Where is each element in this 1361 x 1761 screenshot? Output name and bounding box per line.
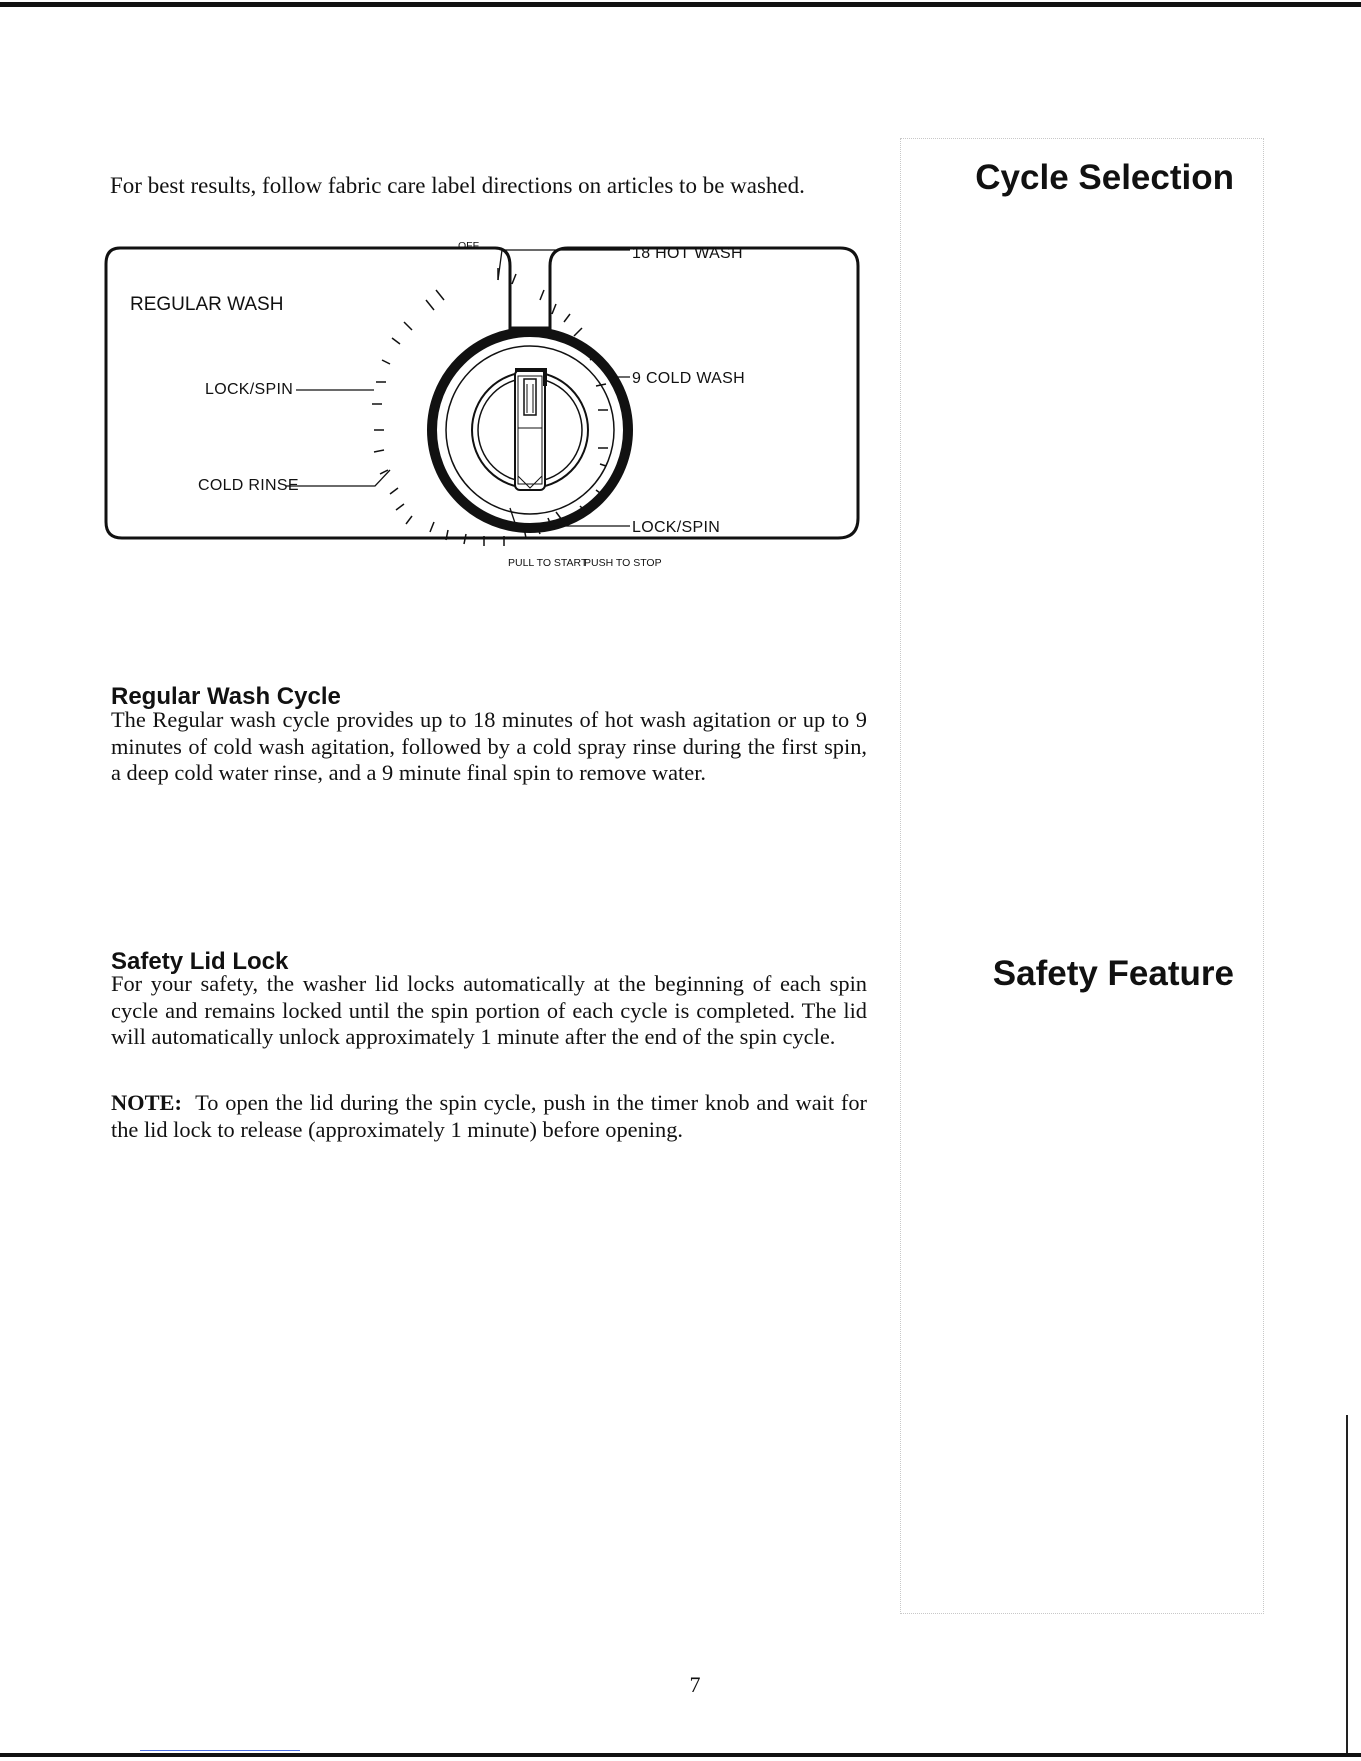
cold-rinse-label: COLD RINSE: [198, 477, 299, 494]
note-text: To open the lid during the spin cycle, push in the timer knob and wait for the lid lock to release (approximately 1 minute) before opening.: [111, 1090, 868, 1142]
timer-knob: [432, 332, 628, 528]
note-paragraph: [111, 1090, 867, 1143]
sidebar-panel: [900, 138, 1264, 1614]
intro-text: For best results, follow fabric care label directions on articles to be washed.: [110, 173, 805, 198]
timer-dial-diagram: [100, 238, 870, 638]
push-to-stop-label: PUSH TO STOP: [584, 557, 662, 569]
pull-to-start-label: PULL TO START: [508, 557, 588, 569]
regular-wash-label: REGULAR WASH: [130, 294, 284, 315]
page-edge-line: [1346, 1415, 1348, 1755]
bottom-rule: [0, 1753, 1361, 1757]
page-number: 7: [689, 1672, 701, 1697]
hot-wash-label: 18 HOT WASH: [632, 245, 743, 262]
lock-spin-left-label: LOCK/SPIN: [205, 381, 294, 398]
top-rule: [0, 2, 1361, 7]
off-label: OFF: [458, 240, 479, 252]
cycle-selection-title: Cycle Selection: [975, 158, 1234, 197]
safety-lid-lock-heading: Safety Lid Lock: [111, 948, 289, 975]
lock-spin-bottom-label: LOCK/SPIN: [632, 519, 721, 536]
cold-wash-label: 9 COLD WASH: [632, 370, 745, 387]
safety-feature-title: Safety Feature: [992, 954, 1234, 993]
note-label: NOTE:: [111, 1090, 182, 1115]
safety-lid-lock-body: For your safety, the washer lid locks automatically at the beginning of each spin cycle and remains locked until the spin portion of each cycle is completed. The lid will automatically unlock approximately 1 minute after the end of the spin cycle.: [111, 971, 867, 1049]
regular-wash-body: The Regular wash cycle provides up to 18 minutes of hot wash agitation or up to 9 minutes of cold wash agitation, followed by a cold spray rinse during the first spin, a deep cold water rinse, and a 9 minute final spin to remove water.: [111, 707, 867, 785]
regular-wash-heading: Regular Wash Cycle: [111, 683, 341, 710]
dial-svg: [100, 238, 870, 638]
blue-underline: [140, 1750, 300, 1751]
